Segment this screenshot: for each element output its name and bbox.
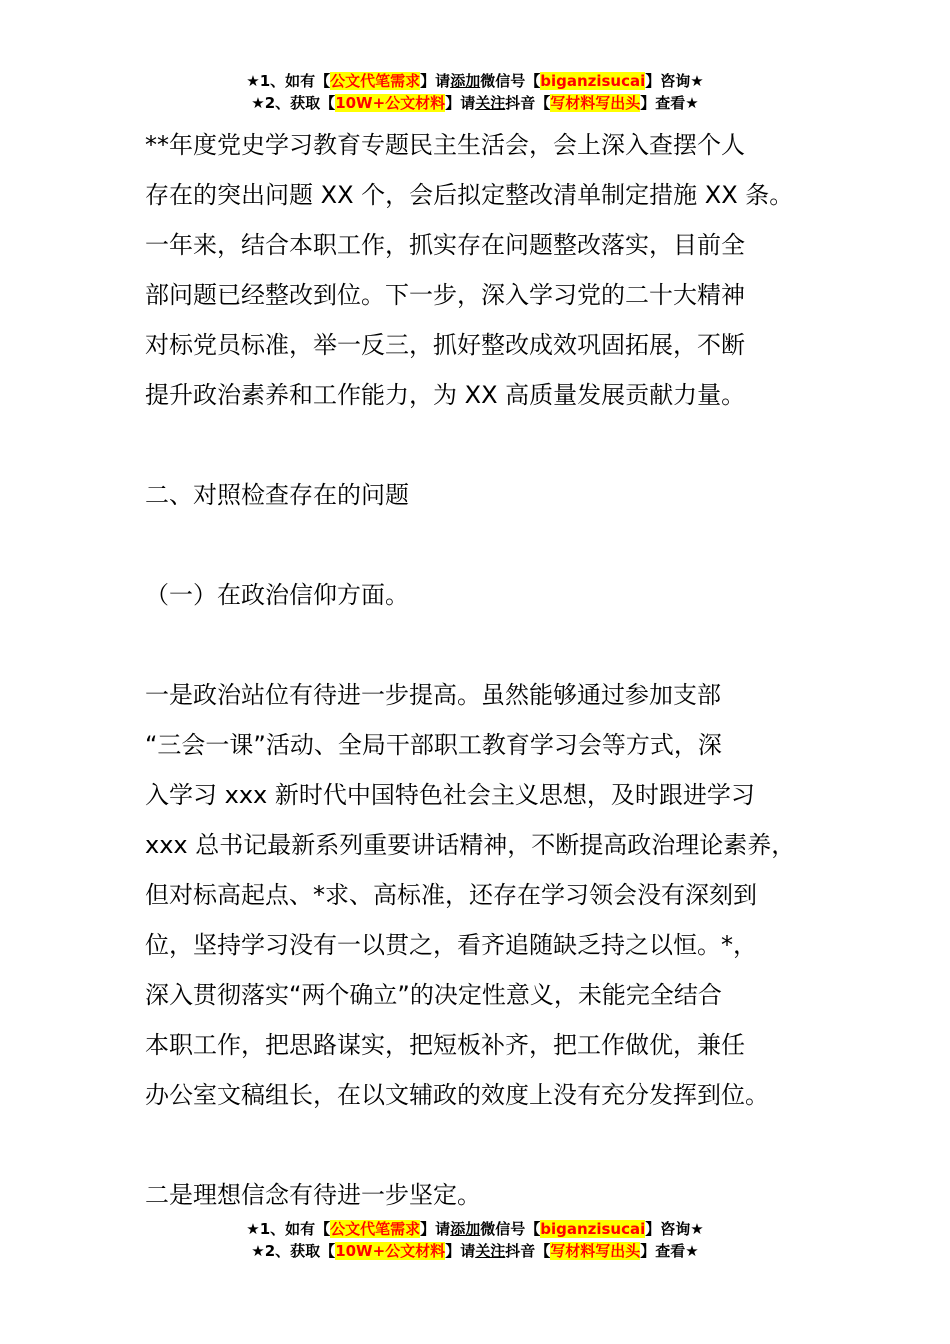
banner-text: ★2、获取【 <box>251 1242 336 1260</box>
banner-highlight: 公文代笔需求 <box>330 72 421 90</box>
text-line: 入学习 xxx 新时代中国特色社会主义思想，及时跟进学习 <box>145 781 755 809</box>
banner-underline: 关注 <box>475 1242 506 1260</box>
banner-highlight: 10W+公文材料 <box>335 94 446 112</box>
banner-text: 】查看★ <box>640 94 699 112</box>
text-line: 办公室文稿组长，在以文辅政的效度上没有充分发挥到位。 <box>145 1081 769 1109</box>
subsection-heading: （一）在政治信仰方面。 <box>145 581 409 609</box>
text-line: “三会一课”活动、全局干部职工教育学习会等方式，深 <box>145 731 722 759</box>
banner-text: ★2、获取【 <box>251 94 336 112</box>
text-line: **年度党史学习教育专题民主生活会，会上深入查摆个人 <box>145 131 745 159</box>
text-line: 本职工作，把思路谋实，把短板补齐，把工作做优，兼任 <box>145 1031 745 1059</box>
banner-line-2 <box>0 1240 950 1262</box>
banner-text: 】请 <box>420 1220 451 1238</box>
banner-text: 】请 <box>445 1242 476 1260</box>
banner-highlight: biganzisucai <box>540 72 646 90</box>
banner-line-1 <box>0 70 950 92</box>
banner-line-1 <box>0 1218 950 1240</box>
footer-banner <box>0 1218 950 1262</box>
banner-text: 微信号【 <box>480 72 541 90</box>
banner-text: 微信号【 <box>480 1220 541 1238</box>
banner-text: ★1、如有【 <box>246 72 331 90</box>
banner-highlight: 写材料写出头 <box>550 1242 641 1260</box>
banner-underline: 关注 <box>475 94 506 112</box>
banner-highlight: 10W+公文材料 <box>335 1242 446 1260</box>
banner-text: 】请 <box>445 94 476 112</box>
text-line: 提升政治素养和工作能力，为 XX 高质量发展贡献力量。 <box>145 381 746 409</box>
paragraph-intro <box>145 120 835 420</box>
banner-text: 】查看★ <box>640 1242 699 1260</box>
banner-text: 抖音【 <box>505 1242 551 1260</box>
banner-underline: 添加 <box>450 72 481 90</box>
banner-highlight: biganzisucai <box>540 1220 646 1238</box>
banner-line-2 <box>0 92 950 114</box>
paragraph-political-stance <box>145 670 835 1120</box>
header-banner <box>0 70 950 114</box>
document-body <box>145 120 835 1220</box>
text-line: 位，坚持学习没有一以贯之，看齐追随缺乏持之以恒。*， <box>145 931 757 959</box>
text-line: 深入贯彻落实“两个确立”的决定性意义，未能完全结合 <box>145 981 722 1009</box>
text-line: 部问题已经整改到位。下一步，深入学习党的二十大精神 <box>145 281 745 309</box>
banner-text: 】请 <box>420 72 451 90</box>
text-line: xxx 总书记最新系列重要讲话精神，不断提高政治理论素养， <box>145 831 796 859</box>
banner-text: 】咨询★ <box>645 72 704 90</box>
text-line: 存在的突出问题 XX 个，会后拟定整改清单制定措施 XX 条。 <box>145 181 794 209</box>
banner-text: ★1、如有【 <box>246 1220 331 1238</box>
banner-highlight: 写材料写出头 <box>550 94 641 112</box>
banner-underline: 添加 <box>450 1220 481 1238</box>
text-line: 一是政治站位有待进一步提高。虽然能够通过参加支部 <box>145 681 721 709</box>
banner-text: 抖音【 <box>505 94 551 112</box>
text-line: 但对标高起点、*求、高标准，还存在学习领会没有深刻到 <box>145 881 757 909</box>
paragraph-ideals: 二是理想信念有待进一步坚定。 <box>145 1181 481 1209</box>
text-line: 一年来，结合本职工作，抓实存在问题整改落实，目前全 <box>145 231 745 259</box>
text-line: 对标党员标准，举一反三，抓好整改成效巩固拓展，不断 <box>145 331 745 359</box>
banner-highlight: 公文代笔需求 <box>330 1220 421 1238</box>
banner-text: 】咨询★ <box>645 1220 704 1238</box>
section-heading: 二、对照检查存在的问题 <box>145 481 409 509</box>
